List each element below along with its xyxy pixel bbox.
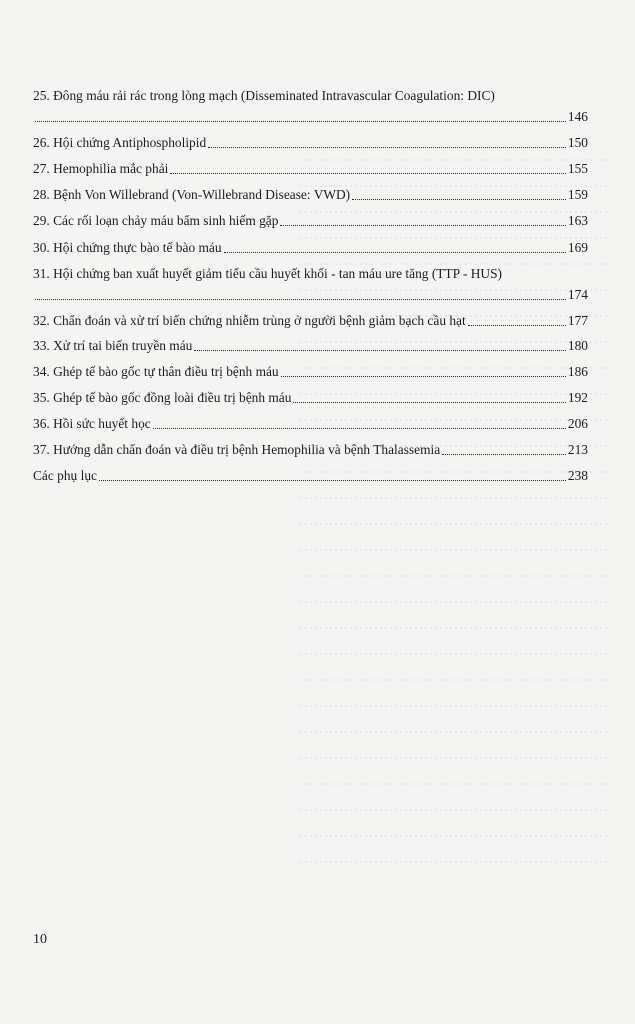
dot-leader bbox=[208, 146, 566, 148]
show-through-lines bbox=[290, 120, 620, 880]
toc-entry-title: 36. Hồi sức huyết học bbox=[33, 416, 151, 431]
toc-page-number: 180 bbox=[567, 338, 588, 353]
toc-entry-title: 30. Hội chứng thực bào tế bào máu bbox=[33, 240, 222, 255]
dot-leader bbox=[280, 224, 565, 226]
dot-leader bbox=[35, 298, 566, 300]
toc-entry bbox=[33, 266, 588, 303]
toc-entry bbox=[33, 364, 588, 380]
toc-entry bbox=[33, 88, 588, 125]
dot-leader bbox=[293, 401, 565, 403]
toc-entry bbox=[33, 135, 588, 151]
toc-entry-title: 26. Hội chứng Antiphospholipid bbox=[33, 135, 207, 150]
toc-entry bbox=[33, 442, 588, 458]
toc-entry bbox=[33, 187, 588, 203]
toc-entry bbox=[33, 390, 588, 406]
dot-leader bbox=[153, 427, 566, 429]
toc-entry-title: 31. Hội chứng ban xuất huyết giảm tiểu cầu huyết khối - tan máu ure tăng (TTP - HUS) bbox=[33, 266, 502, 281]
dot-leader bbox=[224, 251, 566, 253]
dot-leader bbox=[352, 198, 566, 200]
toc-entry-title: 29. Các rối loạn chảy máu bẩm sinh hiếm gặp bbox=[33, 213, 279, 228]
toc-entry-title: Các phụ lục bbox=[33, 468, 97, 483]
page-number: 10 bbox=[33, 932, 47, 947]
toc-page-number: 146 bbox=[567, 109, 588, 124]
dot-leader bbox=[99, 479, 566, 481]
dot-leader bbox=[194, 349, 566, 351]
toc-page-number: 155 bbox=[567, 161, 588, 176]
toc-entry bbox=[33, 468, 588, 484]
toc-page-number: 213 bbox=[567, 442, 588, 457]
toc-page-number: 238 bbox=[567, 468, 588, 483]
toc-page-number: 206 bbox=[567, 416, 588, 431]
toc-entry bbox=[33, 240, 588, 256]
dot-leader bbox=[281, 375, 566, 377]
toc-entry-title: 34. Ghép tế bào gốc tự thân điều trị bệnh máu bbox=[33, 364, 279, 379]
toc-entry-title: 28. Bệnh Von Willebrand (Von-Willebrand Disease: VWD) bbox=[33, 187, 351, 202]
toc-entry bbox=[33, 161, 588, 177]
toc-page-number: 163 bbox=[567, 213, 588, 228]
toc-entry bbox=[33, 213, 588, 229]
toc-page-number: 177 bbox=[567, 313, 588, 328]
toc-entry bbox=[33, 416, 588, 432]
toc-entry-title: 33. Xử trí tai biến truyền máu bbox=[33, 338, 193, 353]
toc-page-number: 186 bbox=[567, 364, 588, 379]
toc-page-number: 174 bbox=[567, 287, 588, 302]
toc-entry bbox=[33, 338, 588, 354]
dot-leader bbox=[468, 324, 566, 326]
toc-entry-title: 32. Chẩn đoán và xử trí biến chứng nhiễm trùng ở người bệnh giảm bạch cầu hạt bbox=[33, 313, 466, 328]
toc-entry bbox=[33, 313, 588, 329]
dot-leader bbox=[35, 120, 566, 122]
toc-entry-title: 37. Hướng dẫn chẩn đoán và điều trị bệnh Hemophilia và bệnh Thalassemia bbox=[33, 442, 441, 457]
dot-leader bbox=[442, 453, 566, 455]
toc-entry-title: 35. Ghép tế bào gốc đồng loài điều trị bệnh máu bbox=[33, 390, 292, 405]
toc-page-number: 159 bbox=[567, 187, 588, 202]
toc-entry-title: 27. Hemophilia mắc phải bbox=[33, 161, 169, 176]
toc-page-number: 192 bbox=[567, 390, 588, 405]
toc-entry-title: 25. Đông máu rải rác trong lòng mạch (Disseminated Intravascular Coagulation: DIC) bbox=[33, 88, 495, 103]
toc-page-number: 169 bbox=[567, 240, 588, 255]
toc-page-number: 150 bbox=[567, 135, 588, 150]
dot-leader bbox=[170, 172, 566, 174]
